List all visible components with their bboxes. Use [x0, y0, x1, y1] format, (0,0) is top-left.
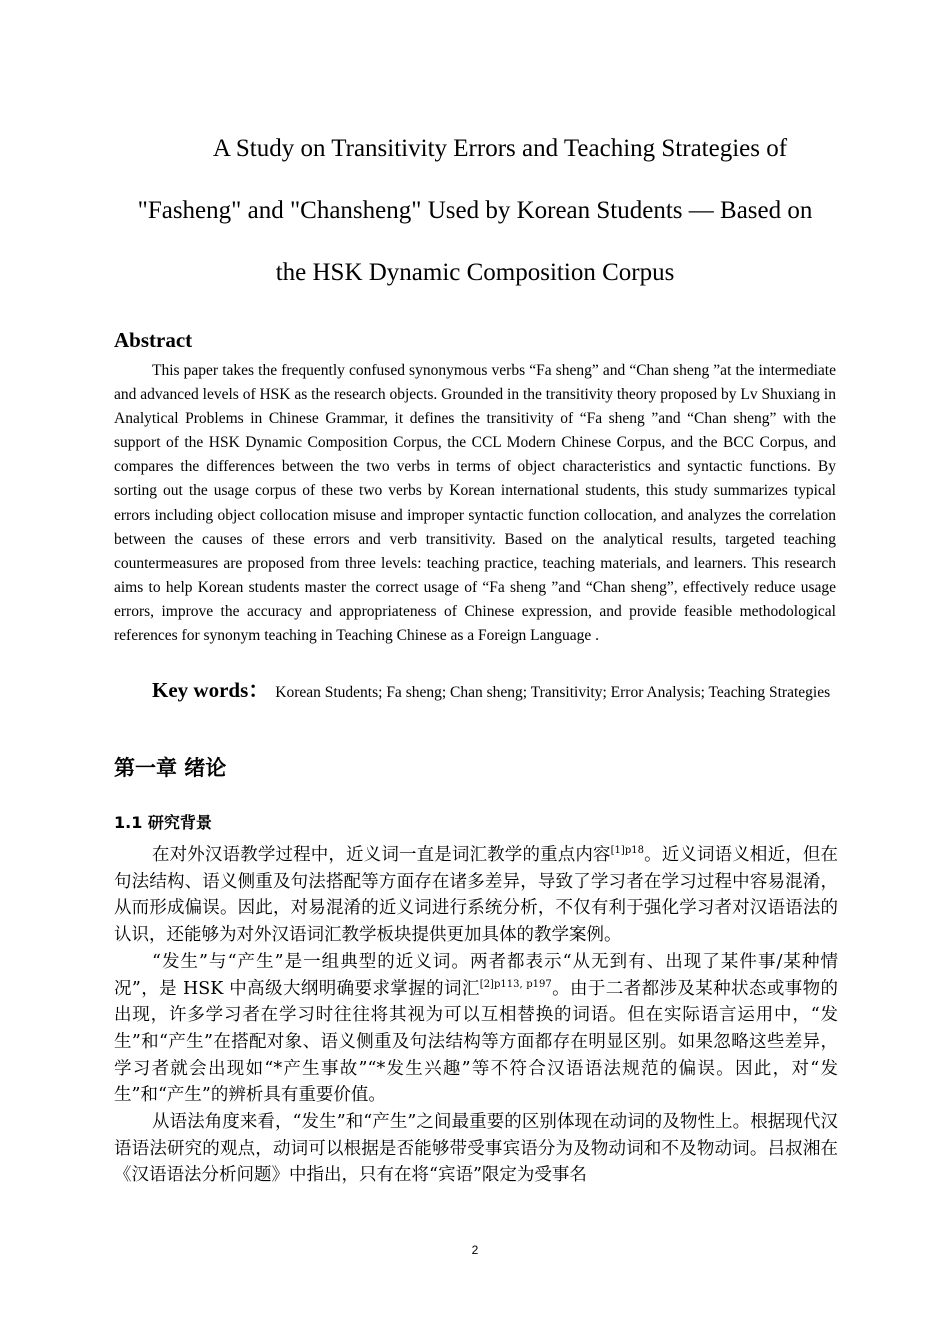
chapter-heading: 第一章 绪论 — [114, 756, 227, 780]
paper-title — [114, 118, 836, 304]
title-line-3: the HSK Dynamic Composition Corpus — [275, 259, 675, 286]
keywords-text: Korean Students; Fa sheng; Chan sheng; Transitivity; Error Analysis; Teaching Strategies — [275, 684, 831, 701]
page-number: 2 — [471, 1243, 479, 1257]
paragraph-1 — [114, 842, 838, 949]
citation-2: [2]p113, p197 — [479, 978, 552, 990]
keywords-label: Key words： — [152, 678, 270, 702]
section-heading: 1.1 研究背景 — [114, 813, 212, 832]
paragraph-2-text: “发生”与“产生”是一组典型的近义词。两者都表示“从无到有、出现了某件事/某种情况”，是 HSK 中高级大纲明确要求掌握的词汇 — [114, 951, 838, 999]
paragraph-3: 从语法角度来看，“发生”和“产生”之间最重要的区别体现在动词的及物性上。根据现代汉语语法研究的观点，动词可以根据是否能够带受事宾语分为及物动词和不及物动词。吕叔湘在《汉语语法分析问题》中指出，只有在将“宾语”限定为受事名 — [114, 1112, 838, 1186]
paragraph-2 — [114, 949, 838, 1109]
title-line-1: A Study on Transitivity Errors and Teaching Strategies of — [212, 135, 788, 162]
abstract-text: This paper takes the frequently confused synonymous verbs “Fa sheng” and “Chan sheng ”at the intermediate and advanced levels of HSK as the research objects. Grounded in the transitivity theory proposed by Lv Shuxiang in Analytical Problems in Chinese Grammar, it defines the transitivity of “Fa sheng ”and “Chan sheng” with the support of the HSK Dynamic Composition Corpus, the CCL Modern Chinese Corpus, and the BCC Corpus, and compares the differences between the two verbs in terms of object characteristics and syntactic functions. By sorting out the usage corpus of these two verbs by Korean international students, this study summarizes typical errors including object collocation misuse and improper syntactic function collocation, and analyzes the correlation between the causes of these errors and verb transitivity. Based on the analytical results, targeted teaching countermeasures are proposed from three levels: teaching practice, teaching materials, and learners. This research aims to help Korean students master the correct usage of “Fa sheng ”and “Chan sheng”, effectively reduce usage errors, improve the accuracy and appropriateness of Chinese expression, and provide feasible methodological references for synonym teaching in Teaching Chinese as a Foreign Language . — [114, 362, 836, 645]
paragraph-2-text-cont: 。由于二者都涉及某种状态或事物的出现，许多学习者在学习时往往将其视为可以互相替换的词语。但在实际语言运用中，“发生”和“产生”在搭配对象、语义侧重及句法结构等方面都存在明显区别。如果忽略这些差异，学习者就会出现如“*产生事故”“*发生兴趣”等不符合汉语语法规范的偏误。因此，对“发生”和“产生”的辨析具有重要价值。 — [114, 978, 839, 1106]
keywords — [114, 677, 836, 706]
citation-1: [1]p18 — [610, 845, 644, 856]
abstract-heading: Abstract — [114, 328, 193, 352]
paragraph-1-text-cont: 。近义词语义相近，但在句法结构、语义侧重及句法搭配等方面存在诸多差异，导致了学习者在学习过程中容易混淆，从而形成偏误。因此，对易混淆的近义词进行系统分析，不仅有利于强化学习者对汉语语法的认识，还能够为对外汉语词汇教学板块提供更加具体的教学案例。 — [114, 845, 838, 946]
body-text — [114, 842, 838, 1189]
paragraph-1-text: 在对外汉语教学过程中，近义词一直是词汇教学的重点内容 — [152, 845, 611, 865]
title-line-2: "Fasheng" and "Chansheng" Used by Korean Students — Based on — [137, 197, 813, 224]
